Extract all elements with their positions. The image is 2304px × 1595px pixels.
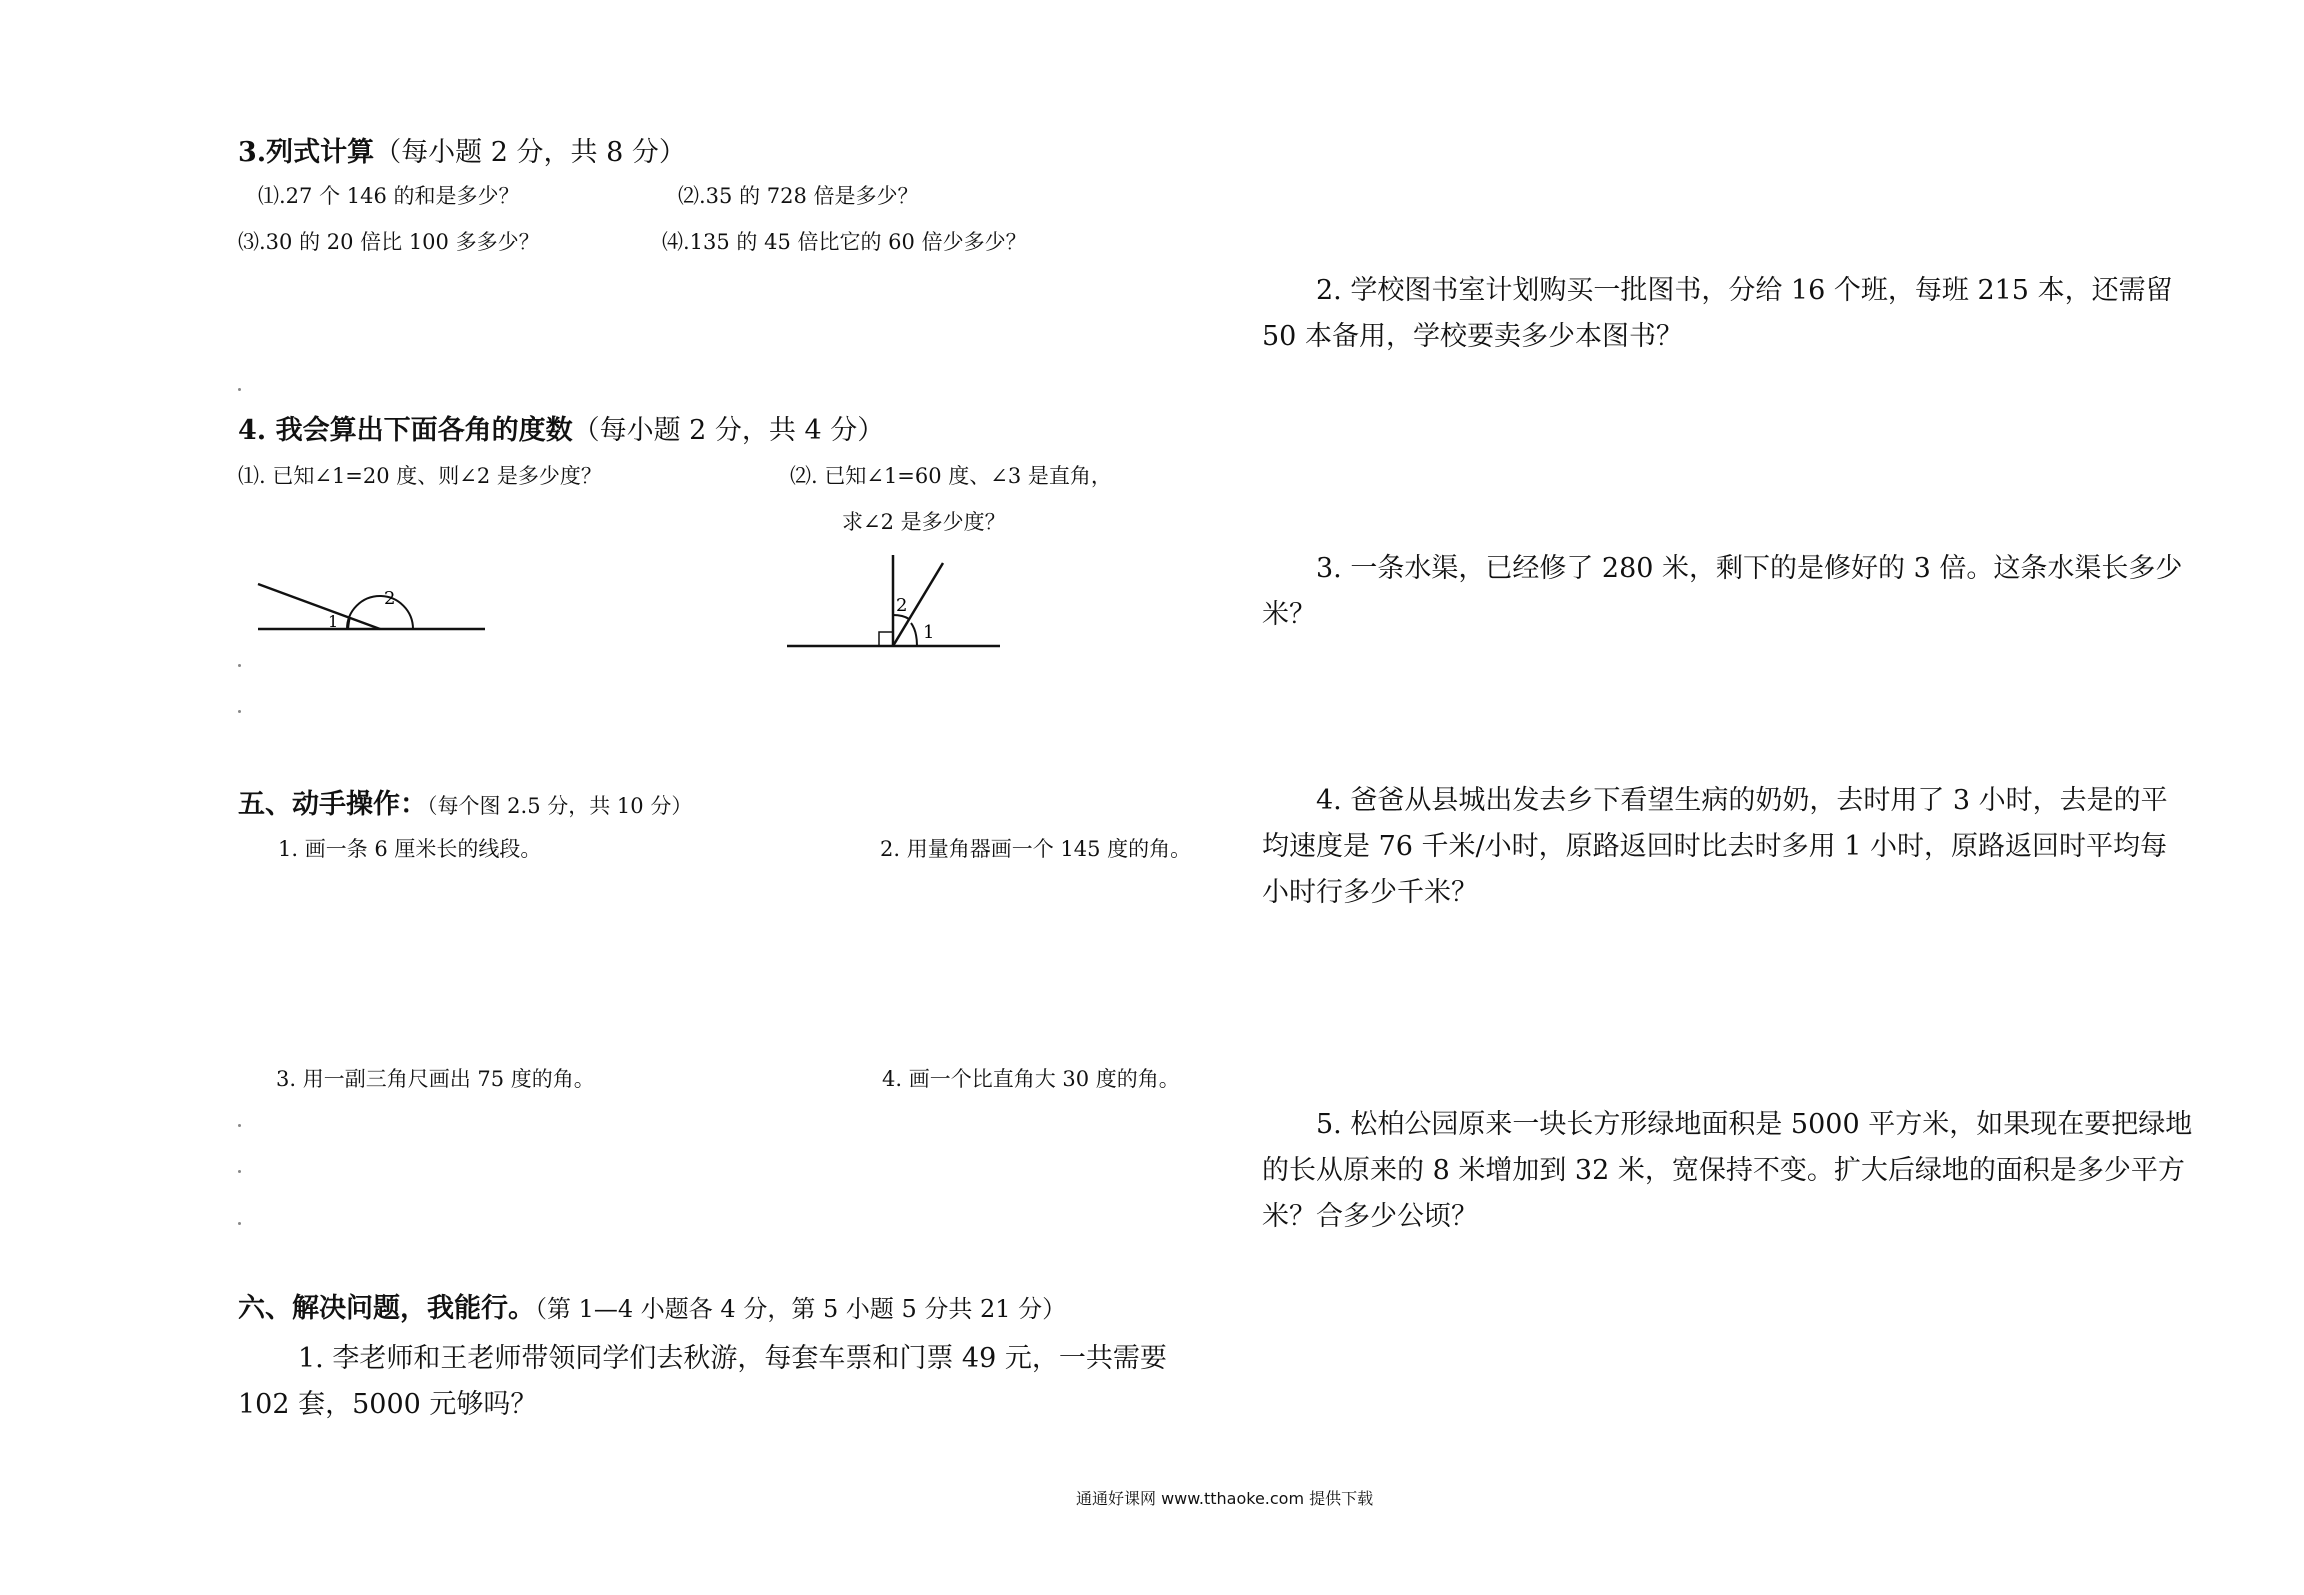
section4-question-2a: ⑵. 已知∠1=60 度、∠3 是直角， (790, 464, 1112, 488)
section6-heading (238, 1286, 1066, 1325)
problem-4-line-3: 小时行多少千米？ (1262, 877, 1478, 908)
section4-title: 4. 我会算出下面各角的度数 (238, 415, 573, 446)
problem-1-line-2: 102 套，5000 元够吗？ (238, 1389, 538, 1420)
section3-question-4: ⑷.135 的 45 倍比它的 60 倍少多少？ (662, 230, 1027, 254)
section3-title: 3.列式计算 (238, 137, 375, 168)
section4-heading (238, 408, 884, 447)
angle-1-label: 1 (923, 622, 935, 643)
section3-question-1: ⑴.27 个 146 的和是多少？ (258, 184, 520, 208)
section5-title: 五、动手操作： (238, 789, 427, 820)
angle-1-arc (911, 623, 917, 646)
problem-5-line-3: 米？合多少公顷？ (1262, 1201, 1478, 1232)
margin-dot (238, 1222, 241, 1225)
problem-1-line-1: 1. 李老师和王老师带领同学们去秋游，每套车票和门票 49 元，一共需要 (298, 1343, 1167, 1374)
footer-credit: 通通好课网 www.tthaoke.com 提供下载 (1076, 1489, 1374, 1508)
margin-dot (238, 1124, 241, 1127)
problem-2-line-1: 2. 学校图书室计划购买一批图书，分给 16 个班，每班 215 本，还需留 (1316, 275, 2173, 306)
section6-note: （第 1—4 小题各 4 分，第 5 小题 5 分共 21 分） (535, 1295, 1067, 1323)
section5-question-4: 4. 画一个比直角大 30 度的角。 (882, 1067, 1180, 1091)
section3-heading (238, 130, 686, 169)
section6-title: 六、解决问题，我能行。 (238, 1293, 535, 1324)
angle-1-label: 1 (328, 612, 339, 631)
section5-question-2: 2. 用量角器画一个 145 度的角。 (880, 837, 1192, 861)
problem-2-line-2: 50 本备用，学校要卖多少本图书？ (1262, 321, 1683, 352)
angle-figure-2 (785, 545, 1005, 655)
section5-note: （每个图 2.5 分，共 10 分） (427, 794, 693, 818)
section4-question-2b: 求∠2 是多少度？ (842, 510, 1006, 534)
section5-question-1: 1. 画一条 6 厘米长的线段。 (278, 837, 542, 861)
section5-heading (238, 782, 692, 821)
slanted-ray (258, 584, 380, 629)
angle-2-label: 2 (896, 595, 908, 616)
problem-5-line-1: 5. 松柏公园原来一块长方形绿地面积是 5000 平方米，如果现在要把绿地 (1316, 1109, 2193, 1140)
angle-2-arc (347, 596, 413, 629)
problem-3-line-2: 米？ (1262, 599, 1316, 630)
margin-dot (238, 388, 241, 391)
problem-4-line-1: 4. 爸爸从县城出发去乡下看望生病的奶奶，去时用了 3 小时，去是的平 (1316, 785, 2168, 816)
problem-3-line-1: 3. 一条水渠，已经修了 280 米，剩下的是修好的 3 倍。这条水渠长多少 (1316, 553, 2183, 584)
margin-dot (238, 1170, 241, 1173)
problem-5-line-2: 的长从原来的 8 米增加到 32 米，宽保持不变。扩大后绿地的面积是多少平方 (1262, 1155, 2185, 1186)
angle-2-label: 2 (384, 588, 396, 609)
section4-note: （每小题 2 分，共 4 分） (572, 415, 885, 446)
section3-question-2: ⑵.35 的 728 倍是多少？ (678, 184, 919, 208)
section4-question-1: ⑴. 已知∠1=20 度、则∠2 是多少度？ (238, 464, 602, 488)
section3-question-3: ⑶.30 的 20 倍比 100 多多少？ (238, 230, 540, 254)
section5-question-3: 3. 用一副三角尺画出 75 度的角。 (276, 1067, 595, 1091)
problem-4-line-2: 均速度是 76 千米/小时，原路返回时比去时多用 1 小时，原路返回时平均每 (1262, 831, 2167, 862)
margin-dot (238, 710, 241, 713)
right-angle-mark (879, 632, 893, 646)
angle-figure-1 (250, 560, 500, 640)
margin-dot (238, 664, 241, 667)
section3-note: （每小题 2 分，共 8 分） (374, 137, 686, 168)
